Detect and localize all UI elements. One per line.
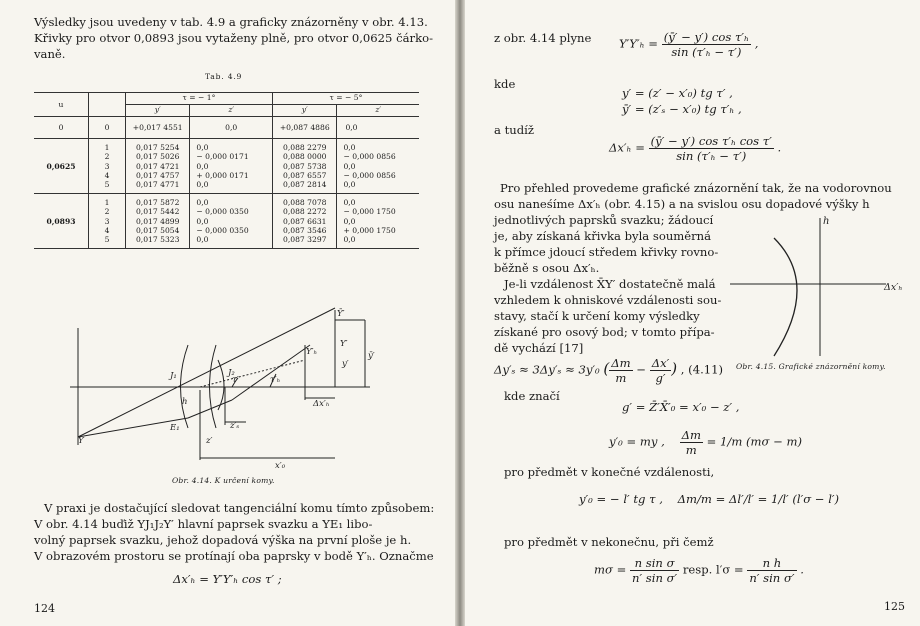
page-number-right: 125 xyxy=(884,600,905,613)
eq8-num2: n h xyxy=(747,556,796,571)
y1-value: 0,017 4757 xyxy=(135,170,180,180)
z1-value: 0,0 xyxy=(196,143,209,153)
eq8-tail: . xyxy=(800,562,804,577)
label-z: z′ xyxy=(206,436,213,446)
cell-y1: +0,017 4551 xyxy=(126,117,190,139)
eq3-numerator: (ȳ′ − y′) cos τ′ₕ cos τ′ xyxy=(650,134,772,148)
y2-value: 0,087 6631 xyxy=(283,216,327,226)
z2-value: 0,0 xyxy=(343,235,356,245)
eq4-lhs: Δy′ₛ ≈ 3Δy′ₛ ≈ 3y′₀ xyxy=(494,362,600,377)
n-value: 4 xyxy=(104,225,110,235)
z2-value: + 0,000 1750 xyxy=(343,225,396,235)
y2-value: 0,087 3297 xyxy=(283,235,327,245)
z1-value: − 0,000 0350 xyxy=(196,225,249,235)
cell-z1 xyxy=(190,139,273,194)
z1-value: 0,0 xyxy=(196,161,209,171)
marginal-ray-image xyxy=(232,345,310,400)
z2-value: − 0,000 0856 xyxy=(343,152,396,162)
eq4-frac-b xyxy=(650,356,672,385)
eq6-lhs: y′₀ = my , xyxy=(609,434,665,449)
cell-n: 0 xyxy=(89,117,126,139)
figure-4-14-caption: Obr. 4.14. K určení komy. xyxy=(172,476,275,485)
eq4-a-num: Δm xyxy=(611,356,631,370)
cell-y2: +0,087 4886 xyxy=(273,117,337,139)
cell-u: 0,0893 xyxy=(34,194,89,249)
para1-line-1: Pro přehled provedeme grafické znázornění tak, že na vodorovnou xyxy=(500,181,892,195)
label-h: h xyxy=(182,397,188,407)
pro-nekonecnu-label: pro předmět v nekonečnu, při čemž xyxy=(504,535,714,549)
cell-y2 xyxy=(273,194,337,249)
z2-value: − 0,000 0856 xyxy=(343,170,396,180)
eq6-frac xyxy=(680,428,703,457)
eq4-b-num: Δx′ xyxy=(651,356,670,370)
y1-value: 0,017 5872 xyxy=(135,198,180,208)
y2-value: 0,088 7078 xyxy=(283,198,327,208)
eq1-denominator: sin (τ′ₕ − τ′) xyxy=(671,45,742,59)
figure-4-14 xyxy=(70,300,390,470)
cell-y1 xyxy=(126,194,190,249)
y2-value: 0,087 2814 xyxy=(283,180,327,190)
eq7-lhs: y′₀ = − l′ tg τ , xyxy=(579,492,663,506)
coma-curve xyxy=(774,238,797,356)
eq8-den: n′ sin σ′ xyxy=(632,571,678,585)
eq4-minus: − xyxy=(636,362,647,377)
label-ybar: ȳ′ xyxy=(368,351,375,361)
intro-line-2: Křivky pro otvor 0,0893 jsou vytaženy plně, pro otvor 0,0625 čárko- xyxy=(34,31,433,45)
cell-z2: 0,0 xyxy=(345,123,358,132)
eq1-numerator: (ȳ′ − y′) cos τ′ₕ xyxy=(663,30,750,44)
cell-z1 xyxy=(190,194,273,249)
label-x0: x′₀ xyxy=(275,461,286,470)
label-E1: E₁ xyxy=(170,423,180,433)
eq8-num: n sin σ xyxy=(630,556,679,571)
para1-line-6: běžně s osou Δx′ₕ. xyxy=(494,261,600,275)
para1-line-2: osu naneśíme Δx′ₕ (obr. 4.15) a na svislou osu dopadové výšky h xyxy=(494,197,870,211)
eq3-denominator: sin (τ′ₕ − τ′) xyxy=(676,149,747,163)
label-J2: J₂ xyxy=(228,368,235,378)
bottom-equation: Δx′ₕ = Y′Y′ₕ cos τ′ ; xyxy=(173,572,282,586)
para1-line-11: dě vychází [17] xyxy=(494,341,584,355)
eq8-frac-1 xyxy=(630,556,679,585)
z1-value: 0,0 xyxy=(196,180,209,190)
y2-value: 0,087 3546 xyxy=(283,225,327,235)
y1-value: 0,017 4721 xyxy=(135,161,180,171)
eq3-lhs: Δx′ₕ = xyxy=(609,140,645,155)
col-u-header: u xyxy=(34,93,89,117)
para2-line-1: V praxi je dostačující sledovat tangenciální komu tímto způsobem: xyxy=(44,501,435,515)
cell-z2 xyxy=(337,194,419,249)
label-dx: Δx′ₕ xyxy=(313,399,330,409)
page-number-left: 124 xyxy=(34,602,55,615)
chief-ray xyxy=(78,308,335,437)
table-title: Tab. 4.9 xyxy=(205,72,243,81)
eq4-a-den: m xyxy=(615,371,627,385)
cell-n xyxy=(89,194,126,249)
cell-z2 xyxy=(337,139,419,194)
label-tauh: τ′ₕ xyxy=(270,375,281,385)
fig15-h-label: h xyxy=(823,216,830,227)
cell-y1 xyxy=(126,139,190,194)
y2-value: 0,087 6557 xyxy=(283,170,327,180)
eq4-number: , (4.11) xyxy=(680,362,724,377)
eq8-lhs: mσ = xyxy=(594,562,627,577)
label-Yp: Y′ xyxy=(340,339,348,349)
n-value: 1 xyxy=(104,143,110,153)
eq7-rhs: Δm/m = Δl′/l′ = 1/l′ (l′σ − l′) xyxy=(677,492,840,506)
group1-header: τ = − 1° xyxy=(126,93,273,105)
eq4-frac-a xyxy=(609,356,632,385)
lens-2-back xyxy=(218,360,224,410)
y2-value: 0,088 2272 xyxy=(283,207,327,217)
eq6-num: Δm xyxy=(681,428,701,442)
para1-line-3: jednotlivých paprsků svazku; žádoucí xyxy=(494,213,714,227)
pro-konecne-label: pro předmět v konečné vzdálenosti, xyxy=(504,465,715,479)
y2-header: y′ xyxy=(273,105,337,117)
equation-3 xyxy=(609,134,781,163)
z2-value: 0,0 xyxy=(343,180,356,190)
para1-line-7: Je-li vzdálenost X̄Y′ dostatečně malá xyxy=(504,277,716,291)
z2-value: 0,0 xyxy=(343,198,356,208)
table-block-2 xyxy=(34,194,419,249)
left-page xyxy=(0,0,456,626)
z2-value: − 0,000 1750 xyxy=(343,207,396,217)
cell-y2 xyxy=(273,139,337,194)
intro-line-1: Výsledky jsou uvedeny v tab. 4.9 a graficky znázorněny v obr. 4.13. xyxy=(34,15,428,29)
cell-n xyxy=(89,139,126,194)
y1-value: 0,017 5254 xyxy=(135,143,180,153)
figure-4-15 xyxy=(726,210,912,360)
eq1-tail: , xyxy=(754,36,759,51)
n-value: 5 xyxy=(104,180,110,190)
table-block-1 xyxy=(34,139,419,194)
right-page xyxy=(464,0,920,626)
cell-u: 0,0625 xyxy=(34,139,89,194)
z1-value: 0,0 xyxy=(196,198,209,208)
z1-value: + 0,000 0171 xyxy=(196,170,249,180)
cell-z1: 0,0 xyxy=(190,117,273,139)
para2-line-2: V obr. 4.14 buďiž YJ₁J₂Y′ hlavní paprsek svazku a YE₁ libo- xyxy=(34,517,373,531)
z1-value: 0,0 xyxy=(196,235,209,245)
y1-value: 0,017 4899 xyxy=(135,216,180,226)
label-Y: Y xyxy=(78,436,84,446)
z1-value: − 0,000 0171 xyxy=(196,152,249,162)
equation-2b: ȳ′ = (z′ₛ − x′₀) tg τ′ₕ , xyxy=(622,102,742,116)
n-value: 4 xyxy=(104,170,110,180)
z2-value: 0,0 xyxy=(343,143,356,153)
eq3-fraction xyxy=(649,134,774,163)
equation-1 xyxy=(619,30,758,59)
equation-4: Δy′ₛ ≈ 3Δy′ₛ ≈ 3y′₀ ( $\frac{\Delta m}{m}$ − $\frac{\Delta x'}{g'}$ ) , (4.11) xyxy=(494,356,724,385)
label-y: y′ xyxy=(342,359,349,369)
n-value: 2 xyxy=(104,152,110,162)
eq8-resp: resp. l′σ = xyxy=(682,562,744,577)
label-Ybar: Ȳ′ xyxy=(337,309,345,319)
z2-header: z′ xyxy=(337,105,419,117)
eq6-rhs: = 1/m (mσ − m) xyxy=(706,434,803,449)
eq4-b-den: g′ xyxy=(655,371,666,385)
n-value: 3 xyxy=(104,216,110,226)
para2-line-4: V obrazovém prostoru se protínají oba paprsky v bodě Y′ₕ. Označme xyxy=(34,549,434,563)
para1-line-10: získané pro osový bod; v tomto přípa- xyxy=(494,325,715,339)
z1-value: 0,0 xyxy=(196,216,209,226)
label-zs: z′ₛ xyxy=(230,421,240,431)
y1-header: y′ xyxy=(126,105,190,117)
y1-value: 0,017 5442 xyxy=(135,207,180,217)
y2-value: 0,088 0000 xyxy=(283,152,327,162)
dashed-ray xyxy=(200,360,305,387)
n-value: 5 xyxy=(104,235,110,245)
y1-value: 0,017 5026 xyxy=(135,152,180,162)
equation-7 xyxy=(579,492,839,506)
fig15-dx-label: Δx′ₕ xyxy=(884,282,903,293)
y2-value: 0,087 5738 xyxy=(283,161,327,171)
eq1-lhs: Y′Y′ₕ = xyxy=(619,36,658,51)
label-Yh: Y′ₕ xyxy=(306,347,318,357)
eq1-fraction xyxy=(662,30,751,59)
equation-2a: y′ = (z′ − x′₀) tg τ′ , xyxy=(622,86,733,100)
data-table xyxy=(34,92,419,249)
intro-line-3: vaně. xyxy=(34,47,66,61)
n-value: 2 xyxy=(104,207,110,217)
para1-line-8: vzhledem k ohniskové vzdálenosti sou- xyxy=(494,293,722,307)
equation-5: g′ = Z̄′X̄′₀ = x′₀ − z′ , xyxy=(622,400,740,414)
table-row-zero xyxy=(34,117,419,139)
z2-value: 0,0 xyxy=(343,161,356,171)
eq6-den: m xyxy=(685,443,697,457)
equation-8 xyxy=(594,556,804,585)
equation-6 xyxy=(609,428,802,457)
eq3-tail: . xyxy=(777,140,782,155)
para2-line-3: volný paprsek svazku, jehož dopadová výška na první ploše je h. xyxy=(34,533,412,547)
y1-value: 0,017 4771 xyxy=(135,180,180,190)
eq8-den2: n′ sin σ′ xyxy=(749,571,795,585)
figure-4-15-caption: Obr. 4.15. Grafické znázornění komy. xyxy=(736,362,886,371)
para1-line-4: je, aby získaná křivka byla souměrná xyxy=(494,229,712,243)
kde-label: kde xyxy=(494,77,516,91)
label-J1: J₁ xyxy=(170,371,177,381)
z1-value: − 0,000 0350 xyxy=(196,207,249,217)
col-index-header xyxy=(89,93,126,117)
z-obr-line: z obr. 4.14 plyne xyxy=(494,31,592,45)
para1-line-5: k přímce jdoucí středem křivky rovno- xyxy=(494,245,719,259)
kde-znaci-label: kde značí xyxy=(504,389,560,403)
y1-value: 0,017 5323 xyxy=(135,235,180,245)
n-value: 3 xyxy=(104,161,110,171)
n-value: 1 xyxy=(104,198,110,208)
para1-line-9: stavy, stačí k určení komy výsledky xyxy=(494,309,700,323)
z2-value: 0,0 xyxy=(343,216,356,226)
eq8-frac-2 xyxy=(747,556,796,585)
z1-header: z′ xyxy=(190,105,273,117)
y2-value: 0,088 2279 xyxy=(283,143,327,153)
label-tau: τ′ xyxy=(232,375,239,385)
cell-u: 0 xyxy=(34,117,89,139)
y1-value: 0,017 5054 xyxy=(135,225,180,235)
group2-header: τ = − 5° xyxy=(273,93,419,105)
a-tudiz-label: a tudíž xyxy=(494,123,534,137)
